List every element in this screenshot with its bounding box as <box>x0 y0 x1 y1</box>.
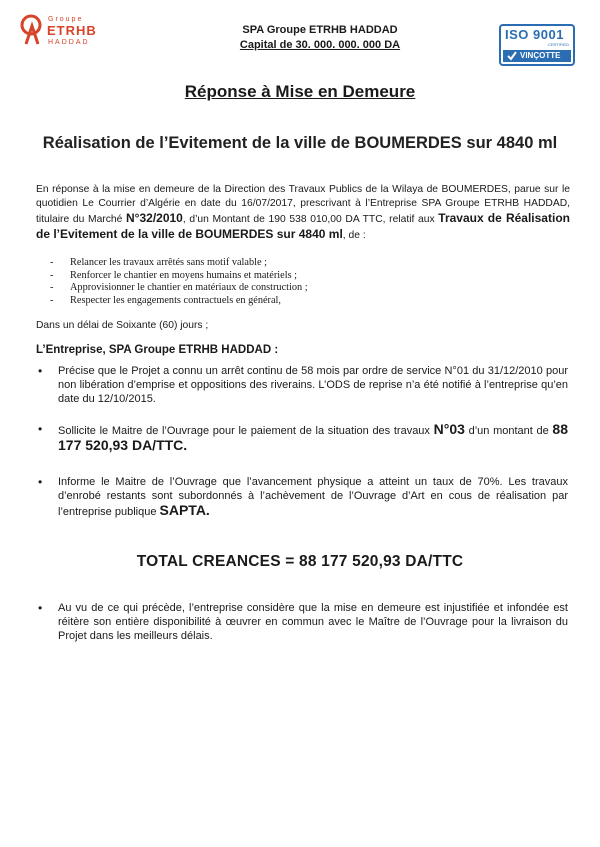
bullet-icon: • <box>38 364 43 378</box>
marche-number: N°32/2010 <box>126 211 183 225</box>
demand-text: Relancer les travaux arrêtés sans motif valable ; <box>70 257 267 268</box>
logo-haddad: HADDAD <box>48 39 90 46</box>
point-informe <box>38 475 568 519</box>
demand-text: Respecter les engagements contractuels en général, <box>70 294 281 306</box>
intro-paragraph <box>36 183 570 243</box>
point-body <box>38 475 568 519</box>
situation-number: N°03 <box>433 421 465 437</box>
bullet-icon: • <box>38 422 43 436</box>
list-item: - Renforcer le chantier en moyens humains et matériels ; <box>50 269 298 281</box>
entreprise-heading: L’Entreprise, SPA Groupe ETRHB HADDAD : <box>36 344 279 356</box>
logo-mark-icon <box>20 14 44 46</box>
point-text: Au vu de ce qui précède, l’entreprise considère que la mise en demeure est injustifiée et infondée est réitère son entière disponibilité à œuvrer en commun avec le Maître de l’Ouvrage pour la livraison du Projet dans les meilleurs délais. <box>58 602 568 642</box>
page-subtitle: Réalisation de l’Evitement de la ville de BOUMERDES sur 4840 ml <box>42 134 558 152</box>
situation-amount: 88 177 520,93 DA/TTC. <box>58 421 568 453</box>
intro-text-2: , d’un Montant de 190 538 010,00 DA TTC, relatif aux <box>182 214 439 225</box>
point-text: Informe le Maitre de l’Ouvrage que l’avancement physique a atteint un taux de 70%. Les travaux d’enrobé restants sont subordonnés à l’achèvement de l’Ouvrage d’Art en cous de réalisation par l’entreprise publique <box>58 476 568 518</box>
intro-text-3: , de : <box>342 230 366 241</box>
demand-text: Renforcer le chantier en moyens humains et matériels ; <box>70 269 298 281</box>
iso-label: ISO 9001 <box>505 27 564 42</box>
logo-groupe: Groupe <box>48 16 84 23</box>
company-logo <box>20 14 100 56</box>
company-name: SPA Groupe ETRHB HADDAD <box>242 24 398 36</box>
intro-text-1: En réponse à la mise en demeure de la Direction des Travaux Publics de la Wilaya de BOUMERDES, parue sur le quotidien Le Courrier d’Algérie en date du 16/07/2017, prescrivant à l’Entreprise SPA Groupe ETRHB HADDAD, titulaire du Marché <box>36 184 570 225</box>
demands-list <box>50 257 550 307</box>
list-item: - Respecter les engagements contractuels en général, <box>50 294 281 306</box>
iso-certification-badge <box>499 24 575 66</box>
list-item: - Relancer les travaux arrêtés sans motif valable ; <box>50 257 267 268</box>
check-icon <box>507 51 517 61</box>
iso-certified-label: CERTIFIED <box>547 42 569 47</box>
travaux-title: Travaux de Réalisation de l’Evitement de la ville de BOUMERDES sur 4840 ml <box>36 211 570 241</box>
delai-text: Dans un délai de Soixante (60) jours ; <box>36 320 209 331</box>
iso-band <box>503 50 571 62</box>
page-title: Réponse à Mise en Demeure <box>184 82 416 101</box>
logo-etrhb: ETRHB <box>47 23 97 38</box>
point-sollicite <box>38 422 568 454</box>
point-text: Sollicite le Maitre de l’Ouvrage pour le paiement de la situation des travaux <box>58 425 434 437</box>
demand-text: Approvisionner le chantier en matériaux de construction ; <box>70 282 308 294</box>
bullet-icon: • <box>38 475 43 489</box>
point-precise <box>38 364 568 406</box>
total-creances: TOTAL CREANCES = 88 177 520,93 DA/TTC <box>136 553 464 570</box>
sapta-name: SAPTA. <box>159 502 210 518</box>
point-body <box>38 422 568 454</box>
list-item: - Approvisionner le chantier en matériaux de construction ; <box>50 282 308 294</box>
point-conclusion <box>38 601 568 643</box>
bullet-icon: • <box>38 601 43 615</box>
iso-vincotte-label: VINÇOTTE <box>520 51 561 60</box>
point-text: d’un montant de <box>464 425 553 437</box>
company-capital: Capital de 30. 000. 000. 000 DA <box>239 39 401 51</box>
point-text: Précise que le Projet a connu un arrêt continu de 58 mois par ordre de service N°01 du 31/12/2010 pour non libération d’emprise et oppositions des riverains. L’ODS de reprise n’a été notifié à l’entreprise qu’en date du 12/10/2015. <box>58 365 568 405</box>
